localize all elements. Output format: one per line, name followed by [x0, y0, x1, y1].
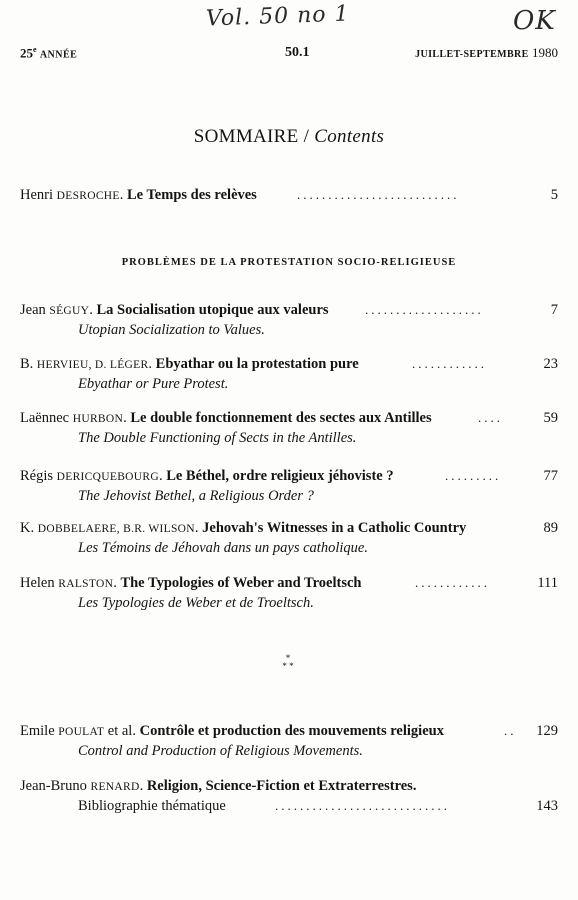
page-number: 111 — [537, 575, 558, 591]
handwritten-volume-note: Vol. 50 no 1 — [205, 1, 350, 32]
article-title: The Typologies of Weber and Troeltsch — [120, 575, 362, 591]
article-translation: The Jehovist Bethel, a Religious Order ? — [78, 488, 314, 504]
toc-entry-line — [20, 300, 558, 320]
leader-dots: .. — [504, 723, 517, 738]
issue-number: 50.1 — [285, 45, 310, 60]
toc-entry[interactable] — [20, 776, 558, 816]
article-title: La Socialisation utopique aux valeurs — [96, 302, 329, 318]
toc-entry[interactable] — [20, 185, 558, 205]
leader-dots: .... — [478, 410, 503, 425]
article-title: Le double fonctionnement des sectes aux Antilles — [130, 410, 432, 426]
toc-entry-line — [20, 721, 558, 741]
page-number: 129 — [536, 723, 558, 739]
page-number: 5 — [550, 187, 558, 203]
article-translation: The Double Functioning of Sects in the Antilles. — [78, 430, 357, 446]
leader-dots: ............ — [412, 356, 487, 371]
author: Helen RALSTON. — [20, 575, 117, 591]
toc-entry-line — [20, 408, 558, 428]
toc-entry-line — [20, 354, 558, 374]
toc-entry-line — [20, 796, 558, 816]
article-subtitle: Bibliographie thématique — [78, 798, 226, 814]
page-title: SOMMAIRE / Contents — [193, 126, 385, 147]
page-number: 23 — [543, 356, 558, 372]
article-translation: Les Témoins de Jéhovah dans un pays catholique. — [78, 540, 368, 556]
toc-entry-line — [20, 776, 558, 796]
article-translation: Les Typologies de Weber et de Troeltsch. — [78, 595, 314, 611]
section-heading: PROBLÈMES DE LA PROTESTATION SOCIO-RELIGIEUSE — [121, 257, 457, 268]
issue-period: JUILLET-SEPTEMBRE 1980 — [415, 45, 558, 60]
article-title: Contrôle et production des mouvements religieux — [139, 723, 444, 739]
article-translation: Ebyathar or Pure Protest. — [78, 376, 229, 392]
article-title: Le Temps des relèves — [127, 187, 257, 203]
page-number: 7 — [550, 302, 558, 318]
page-number: 89 — [543, 520, 558, 536]
author: Emile POULAT et al. — [20, 723, 136, 739]
leader-dots: ............ — [415, 575, 490, 590]
page-number: 77 — [543, 468, 558, 484]
handwritten-ok-note: OK — [513, 6, 556, 36]
toc-entry-line — [20, 518, 558, 538]
leader-dots: ............................ — [275, 798, 450, 813]
page-number: 143 — [536, 798, 558, 814]
author: Régis DERICQUEBOURG. — [20, 468, 163, 484]
author: Jean SÉGUY. — [20, 302, 93, 318]
toc-entry-line — [20, 466, 558, 486]
article-title: Ebyathar ou la protestation pure — [155, 356, 359, 372]
author: Laënnec HURBON. — [20, 410, 127, 426]
year-label: 25e ANNÉE — [20, 45, 78, 61]
leader-dots: ................... — [365, 302, 484, 317]
leader-dots: .......................... — [297, 187, 460, 202]
toc-entry[interactable] — [20, 721, 558, 761]
article-translation: Utopian Socialization to Values. — [78, 322, 265, 338]
author: K. DOBBELAERE, B.R. WILSON. — [20, 520, 199, 536]
leader-dots: ......... — [445, 468, 502, 483]
article-translation: Control and Production of Religious Movements. — [78, 743, 363, 759]
page-number: 59 — [543, 410, 558, 426]
article-title: Jehovah's Witnesses in a Catholic Country — [202, 520, 467, 536]
toc-entry[interactable] — [20, 573, 558, 613]
toc-entry[interactable] — [20, 408, 558, 448]
journal-header — [20, 45, 558, 65]
toc-entry[interactable] — [20, 354, 558, 394]
toc-entry-line — [20, 185, 558, 205]
section-separator: * * * — [282, 653, 294, 671]
author: B. HERVIEU, D. LÉGER. — [20, 356, 153, 372]
toc-entry-line — [20, 573, 558, 593]
toc-entry[interactable] — [20, 300, 558, 340]
article-title: Religion, Science-Fiction et Extraterrestres. — [146, 778, 417, 794]
author: Henri DESROCHE. — [20, 187, 124, 203]
toc-entry[interactable] — [20, 466, 558, 506]
author: Jean-Bruno RENARD. — [20, 778, 144, 794]
toc-entry[interactable] — [20, 518, 558, 558]
article-title: Le Béthel, ordre religieux jéhoviste ? — [166, 468, 394, 484]
